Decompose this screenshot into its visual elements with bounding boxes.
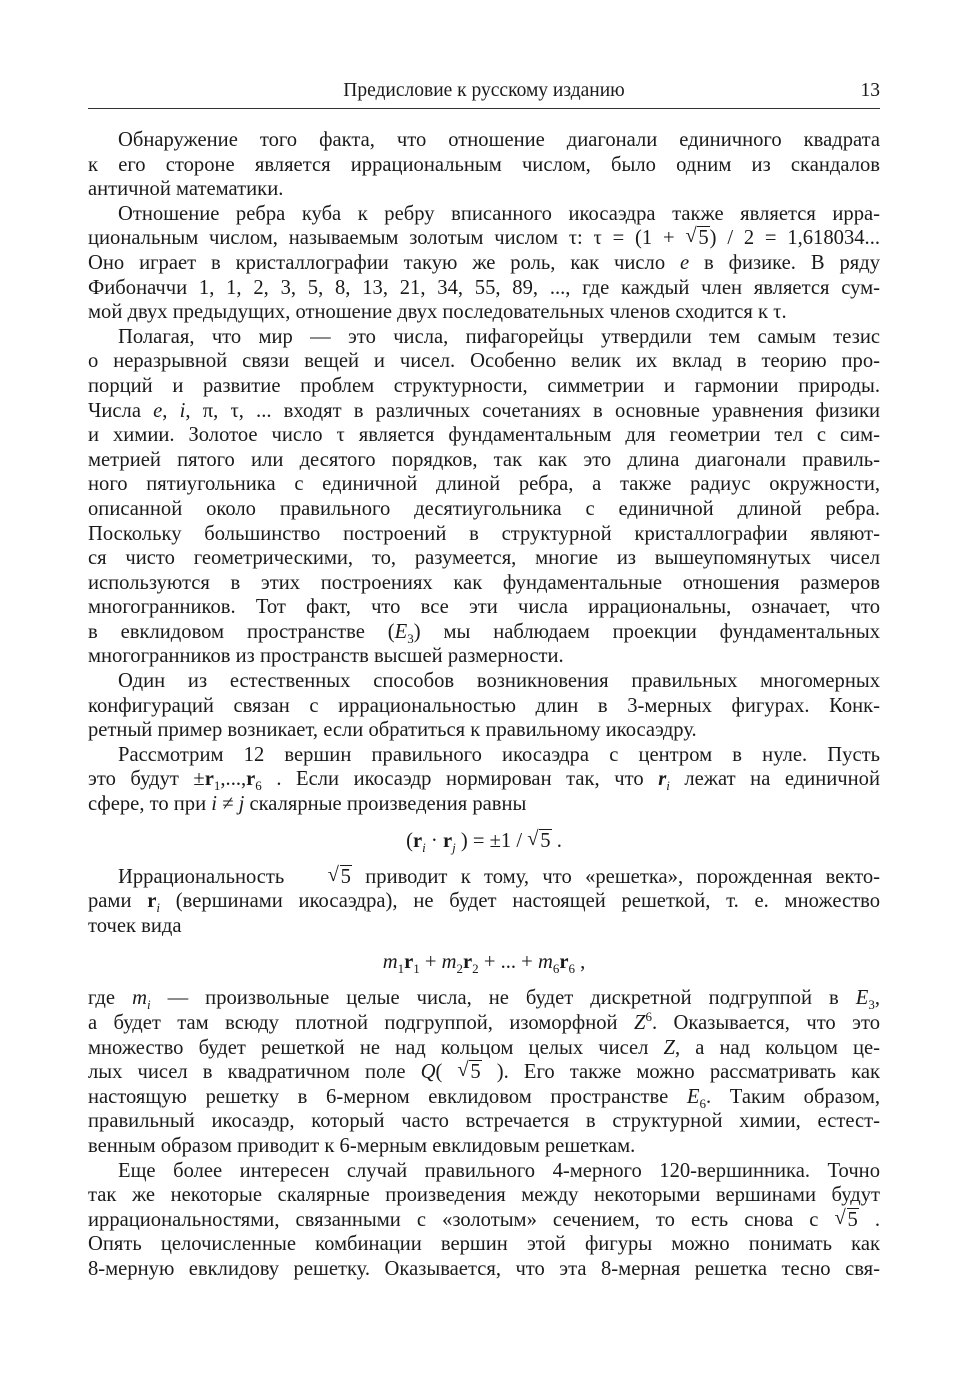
text-line: многогранников. Тот факт, что все эти числа иррациональны, означает, что bbox=[88, 596, 880, 619]
page-number: 13 bbox=[860, 80, 880, 101]
text-line: где $m_i$ — произвольные целые числа, не будет дискретной подгруппой в $E_3$, bbox=[88, 987, 881, 1013]
text-line: Один из естественных способов возникновения правильных многомерных bbox=[118, 670, 880, 693]
running-header bbox=[88, 78, 880, 109]
text-line: в евклидовом пространстве $(E_3)$ мы наблюдаем проекции фундаментальных bbox=[88, 620, 880, 646]
text-line: 8-мерную евклидову решетку. Оказывается, что эта 8-мерная решетка тесно свя- bbox=[88, 1257, 880, 1280]
text-line: сфере, то при i ≠ j скалярные произведения равны bbox=[88, 793, 527, 816]
text-line: Полагая, что мир — это числа, пифагорейцы утвердили тем самым тезис bbox=[118, 325, 880, 348]
text-line: описанной около правильного десятиугольника с единичной длиной ребра. bbox=[88, 497, 880, 520]
text-line: и химии. Золотое число τ является фундаментальным для геометрии тел с сим- bbox=[88, 424, 880, 447]
text-line: циональным числом, называемым золотым числом τ: τ = (1 + √ 5) / 2 = 1,618034... bbox=[88, 226, 880, 251]
text-line: точек вида bbox=[88, 914, 182, 937]
text-line: это будут $\pm r_1,...,r_6$ . Если икосаэдр нормирован так, что $r_i$ лежат на единичной bbox=[88, 768, 881, 794]
text-line: многогранников из пространств высшей размерности. bbox=[88, 645, 564, 668]
sqrt-symbol: √ 5 bbox=[457, 1060, 481, 1085]
text-line: порций и развитие проблем структурности, симметрии и гармонии природы. bbox=[88, 374, 880, 397]
text-line: Числа e, i, π, τ, ... входят в различных сочетаниях в основные уравнения физики bbox=[88, 399, 880, 422]
text-line: Рассмотрим 12 вершин правильного икосаэдра с центром в нуле. Пусть bbox=[118, 743, 880, 766]
text-line: настоящую решетку в 6-мерном евклидовом пространстве $E_6$. Таким образом, bbox=[88, 1085, 880, 1111]
text-line: конфигураций связан с иррациональностью длин в 3-мерных фигурах. Конк- bbox=[88, 694, 880, 717]
running-title: Предисловие к русскому изданию bbox=[343, 80, 625, 101]
text-line: используются в этих построениях как фундаментальные отношения размеров bbox=[88, 571, 880, 594]
text-line: Поскольку большинство построений в структурной кристаллографии являют- bbox=[88, 522, 880, 545]
text-line: Опять целочисленные комбинации вершин этой фигуры можно понимать как bbox=[88, 1233, 880, 1256]
text-line: мой двух предыдущих, отношение двух последовательных членов сходится к τ. bbox=[88, 301, 787, 324]
text-line: Фибоначчи 1, 1, 2, 3, 5, 8, 13, 21, 34, 55, 89, ..., где каждый член является сум- bbox=[88, 276, 880, 299]
text-line: иррациональностями, связанными с «золотым» сечением, то есть снова с √ 5 . bbox=[88, 1208, 880, 1233]
text-line: метрией пятого или десятого порядков, так как это длина диагонали правиль- bbox=[88, 448, 880, 471]
text-line: венным образом приводит к 6-мерным евклидовым решеткам. bbox=[88, 1134, 636, 1157]
formula-lattice-combination: $m_1r_1 + m_2r_2$ + ... + $m_6r_6$ , bbox=[382, 951, 586, 977]
text-line: Обнаружение того факта, что отношение диагонали единичного квадрата bbox=[118, 129, 880, 151]
text-line: Отношение ребра куба к ребру вписанного икосаэдра также является ирра- bbox=[118, 202, 880, 225]
text-line: ного пятиугольника с единичной длиной ребра, а также радиус окружности, bbox=[88, 473, 880, 496]
sqrt-symbol: √ 5 bbox=[527, 817, 551, 865]
text-line: рами $r_i$ (вершинами икосаэдра), не будет настоящей решеткой, т. е. множество bbox=[88, 890, 881, 916]
text-line: Еще более интересен случай правильного 4-мерного 120-вершинника. Точно bbox=[118, 1159, 880, 1182]
text-line: античной математики. bbox=[88, 178, 284, 201]
sqrt-symbol: √ 5 bbox=[685, 226, 709, 251]
text-line: ся чисто геометрическими, то, разумеется, многие из вышеупомянутых чисел bbox=[88, 547, 880, 570]
text-line: а будет там всюду плотной подгруппой, изоморфной $Z^6$. Оказывается, что это bbox=[88, 1009, 880, 1034]
text-line: правильный икосаэдр, который часто встречается в структурной химии, естест- bbox=[88, 1110, 880, 1133]
text-line: ретный пример возникает, если обратиться к правильному икосаэдру. bbox=[88, 719, 697, 742]
sqrt-symbol: √ 5 bbox=[298, 865, 352, 890]
sqrt-symbol: √ 5 bbox=[835, 1208, 859, 1233]
text-line: Иррациональность √ 5 приводит к тому, что «решетка», порожденная векто- bbox=[88, 865, 880, 890]
text-line: множество будет решеткой не над кольцом целых чисел Z, а над кольцом це- bbox=[88, 1036, 880, 1059]
formula-scalar-product: ($r_i \cdot r_j$ ) = ±1 / √ 5 . bbox=[88, 817, 880, 865]
text-line: о неразрывной связи вещей и чисел. Особенно велик их вклад в теорию про- bbox=[88, 350, 880, 373]
text-line: Оно играет в кристаллографии такую же роль, как число e в физике. В ряду bbox=[88, 251, 880, 274]
text-line: лых чисел в квадратичном поле Q( √ 5 ). Его также можно рассматривать как bbox=[88, 1060, 880, 1085]
body-text bbox=[88, 128, 880, 1282]
text-line: к его стороне является иррациональным числом, было одним из скандалов bbox=[88, 153, 880, 176]
text-line: так же некоторые скалярные произведения между некоторыми вершинами будут bbox=[88, 1184, 880, 1207]
